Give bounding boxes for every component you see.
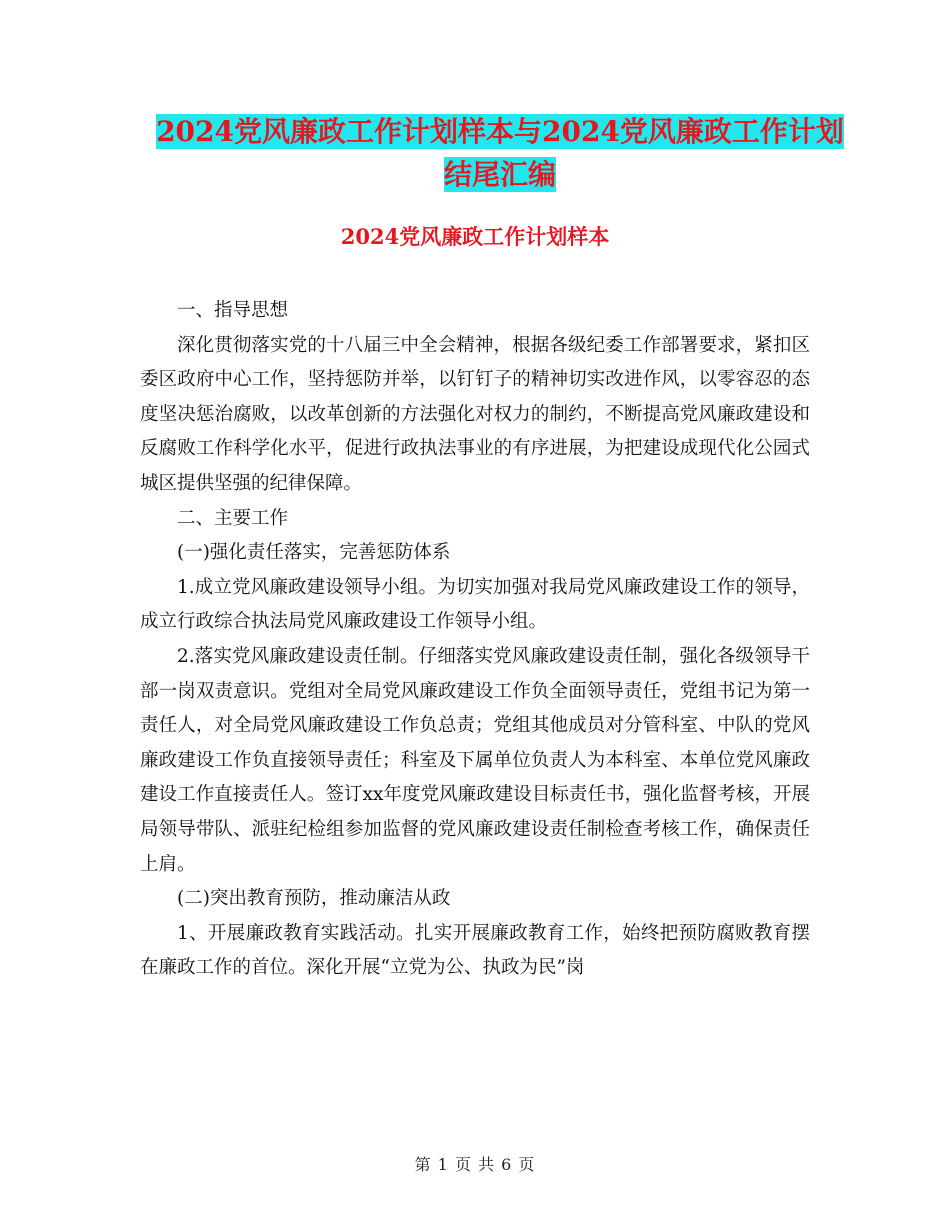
document-title-line-1: 2024党风廉政工作计划样本与2024党风廉政工作计划 [156, 115, 844, 148]
page-number: 第 1 页 共 6 页 [414, 1155, 536, 1174]
subheading-education: (二)突出教育预防，推动廉洁从政 [177, 888, 451, 910]
heading-main-work: 二、主要工作 [177, 507, 289, 529]
document-title [120, 110, 880, 196]
paragraph-responsibility-system: 2.落实党风廉政建设责任制。仔细落实党风廉政建设责任制，强化各级领导干部一岗双责意识。党组对全局党风廉政建设工作负全面领导责任，党组书记为第一责任人，对全局党风廉政建设工作负总责；党组其他成员对分管科室、中队的党风廉政建设工作负直接领导责任；科室及下属单位负责人为本科室、本单位党风廉政建设工作直接责任人。签订xx年度党风廉政建设目标责任书，强化监督考核，开展局领导带队、派驻纪检组参加监督的党风廉政建设责任制检查考核工作，确保责任上肩。 [140, 645, 810, 875]
page-footer [0, 1152, 950, 1175]
heading-guiding-thought: 一、指导思想 [177, 300, 289, 321]
document-body [140, 294, 810, 986]
paragraph-education-activities: 1、开展廉政教育实践活动。扎实开展廉政教育工作，始终把预防腐败教育摆在廉政工作的首位。深化开展“立党为公、执政为民”岗 [140, 922, 810, 979]
paragraph-leading-group: 1.成立党风廉政建设领导小组。为切实加强对我局党风廉政建设工作的领导，成立行政综合执法局党风廉政建设工作领导小组。 [140, 576, 810, 633]
section-title: 2024党风廉政工作计划样本 [340, 224, 610, 249]
subheading-responsibility: (一)强化责任落实，完善惩防体系 [177, 542, 451, 564]
document-title-line-2: 结尾汇编 [443, 158, 556, 191]
paragraph-guiding-thought: 深化贯彻落实党的十八届三中全会精神，根据各级纪委工作部署要求，紧扣区委区政府中心工作，坚持惩防并举，以钉钉子的精神切实改进作风，以零容忍的态度坚决惩治腐败，以改革创新的方法强化对权力的制约，不断提高党风廉政建设和反腐败工作科学化水平，促进行政执法事业的有序进展，为把建设成现代化公园式城区提供坚强的纪律保障。 [140, 334, 810, 494]
